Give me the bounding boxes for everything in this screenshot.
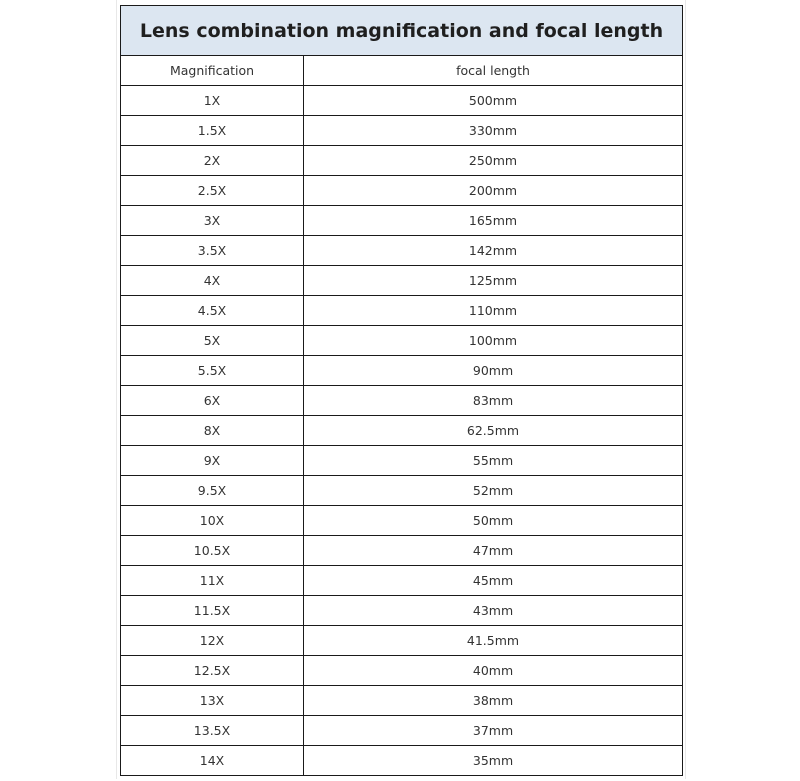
header-magnification: Magnification xyxy=(121,56,304,86)
table-row xyxy=(121,416,683,446)
table-row xyxy=(121,566,683,596)
magnification-cell: 11X xyxy=(121,566,304,596)
magnification-cell: 3.5X xyxy=(121,236,304,266)
focal-length-cell: 330mm xyxy=(304,116,683,146)
focal-length-cell: 38mm xyxy=(304,686,683,716)
focal-length-cell: 43mm xyxy=(304,596,683,626)
magnification-cell: 1.5X xyxy=(121,116,304,146)
magnification-cell: 4X xyxy=(121,266,304,296)
magnification-cell: 10X xyxy=(121,506,304,536)
table-title: Lens combination magnification and focal length xyxy=(121,6,683,56)
focal-length-cell: 62.5mm xyxy=(304,416,683,446)
table-row xyxy=(121,686,683,716)
table-row xyxy=(121,206,683,236)
magnification-cell: 5X xyxy=(121,326,304,356)
table-row xyxy=(121,626,683,656)
focal-length-cell: 110mm xyxy=(304,296,683,326)
focal-length-cell: 52mm xyxy=(304,476,683,506)
focal-length-cell: 125mm xyxy=(304,266,683,296)
table-row xyxy=(121,446,683,476)
focal-length-cell: 45mm xyxy=(304,566,683,596)
lens-table xyxy=(120,5,683,776)
table-row xyxy=(121,356,683,386)
table-row xyxy=(121,536,683,566)
focal-length-cell: 50mm xyxy=(304,506,683,536)
magnification-cell: 1X xyxy=(121,86,304,116)
magnification-cell: 13.5X xyxy=(121,716,304,746)
table-row xyxy=(121,506,683,536)
table-row xyxy=(121,476,683,506)
header-focal-length: focal length xyxy=(304,56,683,86)
table-row xyxy=(121,746,683,776)
table-row xyxy=(121,386,683,416)
table-row xyxy=(121,176,683,206)
table-row xyxy=(121,656,683,686)
table-row xyxy=(121,296,683,326)
magnification-cell: 8X xyxy=(121,416,304,446)
table-row xyxy=(121,236,683,266)
focal-length-cell: 47mm xyxy=(304,536,683,566)
table-row xyxy=(121,266,683,296)
magnification-cell: 2.5X xyxy=(121,176,304,206)
magnification-cell: 13X xyxy=(121,686,304,716)
table-row xyxy=(121,146,683,176)
table-row xyxy=(121,116,683,146)
focal-length-cell: 55mm xyxy=(304,446,683,476)
table-row xyxy=(121,326,683,356)
focal-length-cell: 90mm xyxy=(304,356,683,386)
focal-length-cell: 37mm xyxy=(304,716,683,746)
magnification-cell: 9X xyxy=(121,446,304,476)
magnification-cell: 9.5X xyxy=(121,476,304,506)
magnification-cell: 6X xyxy=(121,386,304,416)
magnification-cell: 12X xyxy=(121,626,304,656)
focal-length-cell: 250mm xyxy=(304,146,683,176)
focal-length-cell: 83mm xyxy=(304,386,683,416)
magnification-cell: 4.5X xyxy=(121,296,304,326)
magnification-cell: 3X xyxy=(121,206,304,236)
focal-length-cell: 100mm xyxy=(304,326,683,356)
magnification-cell: 12.5X xyxy=(121,656,304,686)
focal-length-cell: 41.5mm xyxy=(304,626,683,656)
focal-length-cell: 40mm xyxy=(304,656,683,686)
table-row xyxy=(121,596,683,626)
focal-length-cell: 500mm xyxy=(304,86,683,116)
focal-length-cell: 165mm xyxy=(304,206,683,236)
magnification-cell: 11.5X xyxy=(121,596,304,626)
table-row xyxy=(121,86,683,116)
table-body xyxy=(121,86,683,776)
focal-length-cell: 35mm xyxy=(304,746,683,776)
magnification-cell: 5.5X xyxy=(121,356,304,386)
lens-table-container xyxy=(120,5,682,776)
title-row xyxy=(121,6,683,56)
focal-length-cell: 142mm xyxy=(304,236,683,266)
magnification-cell: 10.5X xyxy=(121,536,304,566)
magnification-cell: 2X xyxy=(121,146,304,176)
table-row xyxy=(121,716,683,746)
header-row xyxy=(121,56,683,86)
magnification-cell: 14X xyxy=(121,746,304,776)
focal-length-cell: 200mm xyxy=(304,176,683,206)
